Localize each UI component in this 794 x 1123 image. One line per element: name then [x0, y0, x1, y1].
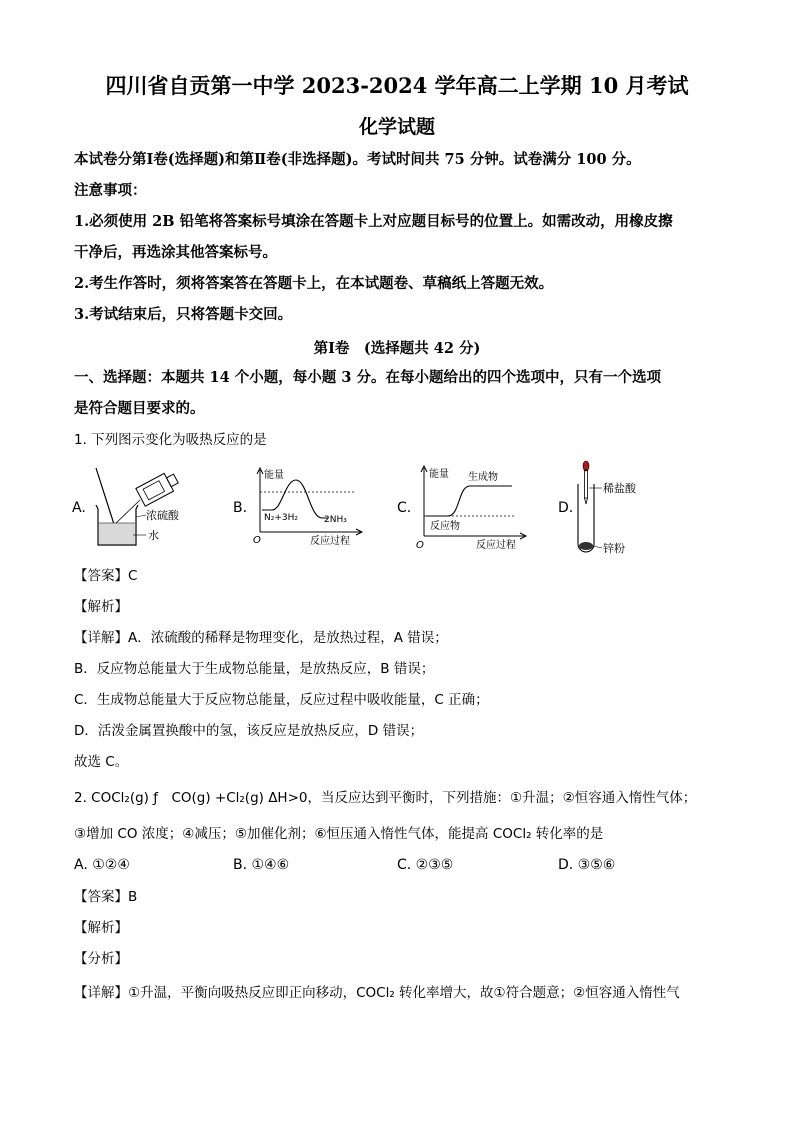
- detail-line: 【详解】①升温，平衡向吸热反应即正向移动，COCl₂ 转化率增大，故①符合题意；②恒容通入惰性气: [74, 985, 680, 1001]
- option-a: A. ①②④: [74, 857, 130, 873]
- note-line: 2.考生作答时，须将答案答在答题卡上，在本试题卷、草稿纸上答题无效。: [74, 275, 554, 292]
- figure-c-energy-diagram: [412, 464, 530, 552]
- fenxi-heading: 【分析】: [74, 951, 128, 967]
- figure-b-energy-diagram: [250, 466, 365, 548]
- label-water: 水: [148, 529, 159, 542]
- dropper-icon: [583, 461, 589, 504]
- axis-x-label: 反应过程: [476, 540, 516, 551]
- question-stem: ③增加 CO 浓度；④减压；⑤加催化剂；⑥恒压通入惰性气体，能提高 COCl₂ 转化率的是: [74, 826, 604, 842]
- detail-line: 故选 C。: [74, 754, 129, 770]
- option-b: B. ①④⑥: [233, 857, 290, 873]
- axis-origin: O: [253, 535, 261, 546]
- analysis-heading: 【解析】: [74, 599, 128, 615]
- label-product: 2NH₃: [324, 515, 347, 525]
- document-title: 四川省自贡第一中学 2023-2024 学年高二上学期 10 月考试: [105, 73, 689, 98]
- document-subtitle: 化学试题: [358, 116, 435, 138]
- answer-line: 【答案】C: [74, 568, 138, 584]
- option-label-d: D.: [558, 500, 574, 516]
- option-label-a: A.: [72, 500, 86, 516]
- option-label-b: B.: [233, 500, 248, 516]
- option-d: D. ③⑤⑥: [558, 857, 616, 873]
- detail-line: B．反应物总能量大于生成物总能量，是放热反应，B 错误；: [74, 661, 435, 677]
- figure-a-beaker: [88, 465, 198, 550]
- detail-line: C．生成物总能量大于反应物总能量，反应过程中吸收能量，C 正确；: [74, 692, 489, 708]
- note-line: 3.考试结束后，只将答题卡交回。: [74, 306, 293, 323]
- part-instructions: 一、选择题：本题共 14 个小题，每小题 3 分。在每小题给出的四个选项中，只有一个选项: [74, 369, 661, 386]
- answer-line: 【答案】B: [74, 889, 138, 905]
- axis-y-label: 能量: [264, 470, 284, 481]
- analysis-heading: 【解析】: [74, 920, 128, 936]
- option-c: C. ②③⑤: [397, 857, 454, 873]
- label-reactant: N₂+3H₂: [264, 513, 298, 523]
- question-stem: 2. COCl₂(g) ƒ CO(g) +Cl₂(g) ΔH>0，当反应达到平衡时，下列措施：①升温；②恒容通入惰性气体；: [74, 790, 697, 806]
- note-line: 干净后，再选涂其他答案标号。: [74, 244, 277, 261]
- label-reactant: 反应物: [430, 521, 460, 532]
- note-line: 1.必须使用 2B 铅笔将答案标号填涂在答题卡上对应题目标号的位置上。如需改动，用橡皮擦: [74, 213, 673, 230]
- notes-heading: 注意事项：: [74, 182, 147, 199]
- label-zinc-powder: 锌粉: [603, 542, 625, 555]
- label-concentrated-acid: 浓硫酸: [146, 509, 179, 522]
- part-instructions: 是符合题目要求的。: [74, 400, 205, 417]
- option-label-c: C.: [397, 500, 412, 516]
- axis-origin: O: [416, 540, 424, 551]
- detail-line: 【详解】A．浓硫酸的稀释是物理变化，是放热过程，A 错误；: [74, 630, 448, 646]
- section-title: 第Ⅰ卷 (选择题共 42 分): [313, 340, 481, 357]
- label-dilute-hcl: 稀盐酸: [603, 482, 636, 495]
- intro-line: 本试卷分第Ⅰ卷(选择题)和第Ⅱ卷(非选择题)。考试时间共 75 分钟。试卷满分 100 分。: [74, 151, 641, 168]
- axis-y-label: 能量: [429, 469, 449, 480]
- question-stem: 1. 下列图示变化为吸热反应的是: [74, 432, 267, 448]
- acid-bottle-icon: [136, 470, 181, 506]
- figure-d-test-tube: [572, 458, 662, 558]
- label-product: 生成物: [468, 472, 498, 483]
- axis-x-label: 反应过程: [310, 536, 350, 547]
- detail-line: D．活泼金属置换酸中的氢，该反应是放热反应，D 错误；: [74, 723, 424, 739]
